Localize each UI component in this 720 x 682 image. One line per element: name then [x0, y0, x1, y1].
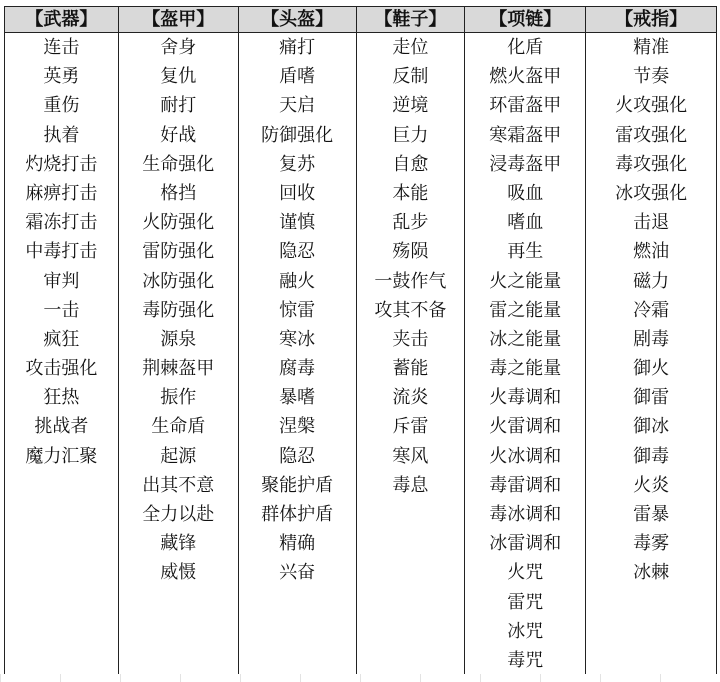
table-cell: 浸毒盔甲: [489, 153, 562, 175]
table-cell: 复苏: [279, 153, 316, 175]
equipment-affix-table: [4, 6, 717, 674]
table-cell: 毒雷调和: [489, 474, 562, 496]
table-cell: 全力以赴: [142, 504, 215, 525]
table-cell: 涅槃: [279, 416, 316, 438]
table-cell: 雷防强化: [142, 241, 215, 263]
table-cell: 融火: [279, 270, 316, 292]
column-header: 【武器】: [5, 7, 118, 33]
table-cell: 暴嗜: [279, 387, 316, 409]
table-cell: 复仇: [160, 66, 197, 88]
table-cell: 天启: [279, 95, 316, 117]
table-cell: 反制: [392, 66, 429, 88]
table-cell: 隐忍: [279, 445, 316, 467]
table-cell: 毒防强化: [142, 299, 215, 321]
table-cell: 隐忍: [279, 241, 316, 263]
table-cell: 冰棘: [633, 562, 670, 584]
table-cell: 毒雾: [633, 533, 670, 555]
table-cell: 攻其不备: [374, 299, 447, 321]
column-header: 【戒指】: [586, 7, 716, 33]
table-cell: 流炎: [392, 387, 429, 409]
table-cell: 耐打: [160, 95, 197, 117]
table-cell: 兴奋: [279, 562, 316, 584]
table-cell: 火冰调和: [489, 445, 562, 467]
table-cell: 毒咒: [507, 649, 544, 671]
table-cell: 冰咒: [507, 620, 544, 642]
table-cell: 御毒: [633, 445, 670, 467]
table-cell: 火炎: [633, 474, 670, 496]
table-cell: 重伤: [43, 95, 80, 117]
table-cell: 生命强化: [142, 153, 215, 175]
table-cell: 击退: [633, 212, 670, 234]
table-cell: 燃火盔甲: [489, 66, 562, 88]
table-cell: 冰之能量: [489, 328, 562, 350]
table-cell: 起源: [160, 445, 197, 467]
column-weapon: [5, 7, 119, 674]
table-cell: 毒冰调和: [489, 504, 562, 525]
table-cell: 殇陨: [392, 241, 429, 263]
table-cell: 惊雷: [279, 299, 316, 321]
column-header: 【盔甲】: [119, 7, 238, 33]
table-cell: 御雷: [633, 387, 670, 409]
table-cell: 盾嗜: [279, 66, 316, 88]
table-cell: 出其不意: [142, 474, 215, 496]
table-cell: 荆棘盔甲: [142, 358, 215, 380]
table-cell: 回收: [279, 182, 316, 204]
table-cell: 火之能量: [489, 270, 562, 292]
table-cell: 挑战者: [34, 416, 89, 438]
table-cell: 蓄能: [392, 358, 429, 380]
spreadsheet-gridlines: [0, 674, 720, 682]
table-cell: 火咒: [507, 562, 544, 584]
table-cell: 吸血: [507, 182, 544, 204]
table-cell: 冰攻强化: [615, 182, 688, 204]
table-cell: 中毒打击: [25, 241, 98, 263]
table-cell: 精准: [633, 37, 670, 58]
table-cell: 火雷调和: [489, 416, 562, 438]
table-cell: 节奏: [633, 66, 670, 88]
table-cell: 格挡: [160, 182, 197, 204]
table-cell: 精确: [279, 533, 316, 555]
table-cell: 寒霜盔甲: [489, 124, 562, 146]
table-cell: 霜冻打击: [25, 212, 98, 234]
table-cell: 再生: [507, 241, 544, 263]
column-shoes: [357, 7, 466, 674]
table-cell: 本能: [392, 182, 429, 204]
table-cell: 冷霜: [633, 299, 670, 321]
table-cell: 雷攻强化: [615, 124, 688, 146]
table-cell: 生命盾: [151, 416, 206, 438]
table-cell: 灼烧打击: [25, 153, 98, 175]
table-cell: 毒息: [392, 474, 429, 496]
table-cell: 御火: [633, 358, 670, 380]
table-cell: 雷咒: [507, 591, 544, 613]
table-cell: 斥雷: [392, 416, 429, 438]
table-cell: 火防强化: [142, 212, 215, 234]
table-cell: 魔力汇聚: [25, 445, 98, 467]
table-cell: 疯狂: [43, 328, 80, 350]
table-cell: 舍身: [160, 37, 197, 58]
table-cell: 乱步: [392, 212, 429, 234]
table-cell: 攻击强化: [25, 358, 98, 380]
table-cell: 执着: [43, 124, 80, 146]
table-cell: 毒攻强化: [615, 153, 688, 175]
table-cell: 走位: [392, 37, 429, 58]
column-header: 【头盔】: [239, 7, 356, 33]
table-cell: 寒冰: [279, 328, 316, 350]
column-armor: [119, 7, 239, 674]
table-cell: 一鼓作气: [374, 270, 447, 292]
table-cell: 连击: [43, 37, 80, 58]
column-ring: [586, 7, 717, 674]
table-cell: 痛打: [279, 37, 316, 58]
table-cell: 火攻强化: [615, 95, 688, 117]
table-cell: 燃油: [633, 241, 670, 263]
table-cell: 聚能护盾: [261, 474, 334, 496]
table-cell: 逆境: [392, 95, 429, 117]
table-cell: 雷之能量: [489, 299, 562, 321]
table-cell: 毒之能量: [489, 358, 562, 380]
table-cell: 群体护盾: [261, 504, 334, 525]
table-cell: 火毒调和: [489, 387, 562, 409]
table-cell: 夹击: [392, 328, 429, 350]
table-cell: 冰防强化: [142, 270, 215, 292]
table-cell: 防御强化: [261, 124, 334, 146]
table-cell: 御冰: [633, 416, 670, 438]
table-cell: 磁力: [633, 270, 670, 292]
table-cell: 一击: [43, 299, 80, 321]
column-header: 【项链】: [465, 7, 585, 33]
column-header: 【鞋子】: [357, 7, 465, 33]
table-cell: 腐毒: [279, 358, 316, 380]
table-cell: 冰雷调和: [489, 533, 562, 555]
table-cell: 谨慎: [279, 212, 316, 234]
table-cell: 麻痹打击: [25, 182, 98, 204]
table-cell: 审判: [43, 270, 80, 292]
table-cell: 好战: [160, 124, 197, 146]
table-cell: 英勇: [43, 66, 80, 88]
column-helmet: [239, 7, 357, 674]
table-cell: 振作: [160, 387, 197, 409]
table-cell: 源泉: [160, 328, 197, 350]
table-cell: 狂热: [43, 387, 80, 409]
table-cell: 嗜血: [507, 212, 544, 234]
column-necklace: [465, 7, 586, 674]
table-cell: 自愈: [392, 153, 429, 175]
table-cell: 环雷盔甲: [489, 95, 562, 117]
table-cell: 化盾: [507, 37, 544, 58]
table-cell: 威慑: [160, 562, 197, 584]
table-cell: 巨力: [392, 124, 429, 146]
table-cell: 藏锋: [160, 533, 197, 555]
table-cell: 雷暴: [633, 504, 670, 525]
table-cell: 寒风: [392, 445, 429, 467]
table-cell: 剧毒: [633, 328, 670, 350]
